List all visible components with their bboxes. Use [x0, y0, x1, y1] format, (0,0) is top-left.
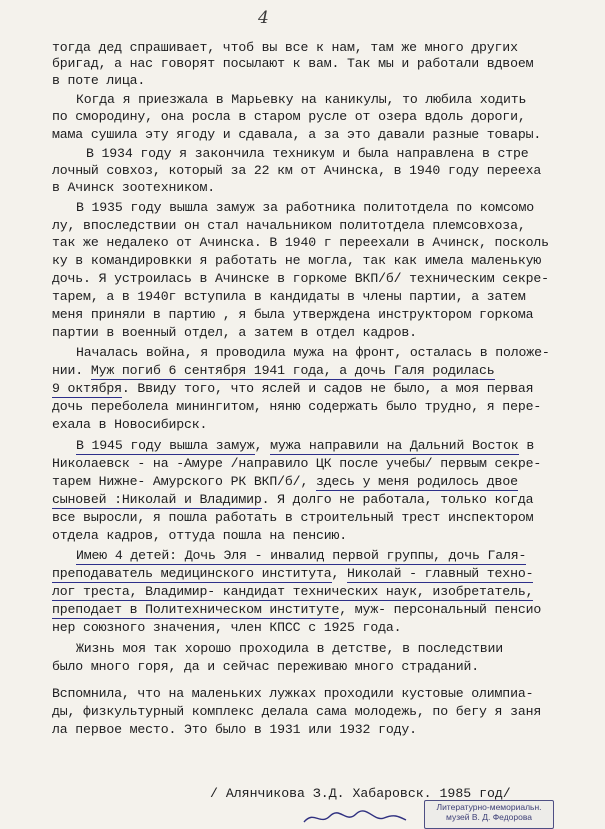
text-segment: тарем Нижне- Амурского РК ВКП/б/, [52, 474, 316, 489]
text-segment: лу, впоследствии он стал начальником политотдела племсовхоза, [52, 218, 526, 233]
text-segment: , [254, 438, 271, 453]
text-line [52, 235, 549, 251]
text-line [52, 180, 215, 196]
underlined-text: В 1945 году вышла замуж [76, 438, 255, 453]
text-line [52, 492, 533, 508]
text-segment: . Ввиду того, что яслей и садов не было, а моя первая [121, 381, 534, 396]
text-segment: Жизнь моя так хорошо проходила в детстве, в последствии [76, 641, 504, 656]
text-segment: лочный совхоз, который за 22 км от Ачинска, в 1940 году перееха [52, 163, 542, 178]
underlined-text: лог треста, Владимир- кандидат технических наук, изобретатель, [52, 584, 534, 599]
text-line [76, 92, 526, 108]
text-segment: тогда дед спрашивает, чтоб вы все к нам, там же много других [52, 40, 518, 55]
text-segment: бригад, а нас говорят посылают к вам. Так мы и работали вдвоем [52, 56, 534, 71]
text-segment: , муж- персональный пенсио [339, 602, 542, 617]
underlined-text: Николай - главный техно- [347, 566, 534, 581]
text-line [52, 417, 207, 433]
text-segment: в [518, 438, 535, 453]
text-segment: по смородину, она росла в старом русле от озера вдоль дороги, [52, 109, 526, 124]
text-line [52, 253, 541, 269]
text-segment: Николаевск - на -Амуре /направило ЦК после учебы/ первым секре- [52, 456, 542, 471]
text-line [52, 704, 541, 720]
text-line [76, 345, 550, 361]
text-line [52, 659, 479, 675]
page-number: 4 [258, 8, 269, 28]
text-line [52, 163, 541, 179]
text-line [52, 474, 518, 490]
text-line [52, 271, 549, 287]
text-segment: дочь переболела минингитом, няню содержать было трудно, я пере- [52, 399, 542, 414]
text-segment: Вспомнила, что на маленьких лужках проходили кустовые олимпиа- [52, 686, 534, 701]
text-segment: меня приняли в партию , я была утверждена инструктором горкома [52, 307, 534, 322]
underlined-text: Имею 4 детей: Дочь Эля - инвалид первой группы, дочь Галя- [76, 548, 527, 563]
text-line [52, 566, 533, 582]
museum-stamp [424, 800, 554, 829]
text-segment: Началась война, я проводила мужа на фронт, осталась в положе- [76, 345, 550, 360]
underlined-text: преподаватель медицинского института [52, 566, 332, 581]
text-line [52, 381, 533, 397]
text-line [52, 602, 541, 618]
text-line [52, 56, 533, 72]
text-line [52, 456, 541, 472]
text-segment: в поте лица. [52, 73, 146, 88]
text-segment: ла первое место. Это было в 1931 или 1932 году. [52, 722, 417, 737]
text-line [52, 620, 401, 636]
text-segment: партии в военный отдел, а затем в отдел кадров. [52, 325, 417, 340]
text-segment: нии. [52, 363, 91, 378]
author-signature-line: / Алянчикова З.Д. Хабаровск. 1985 год/ [210, 786, 511, 801]
text-line [52, 722, 417, 738]
text-segment: в Ачинск зоотехником. [52, 180, 216, 195]
text-line [76, 641, 503, 657]
text-segment: . Я долго не работала, только когда [261, 492, 534, 507]
underlined-text: мужа направили на Дальний Восток [270, 438, 519, 453]
text-segment: так же недалеко от Ачинска. В 1940 г переехали в Ачинск, посколь [52, 235, 549, 250]
text-line [52, 73, 145, 89]
stamp-line-1: Литературно-мемориальн. [436, 802, 542, 812]
text-line [52, 528, 347, 544]
underlined-text: здесь у меня родилось двое [315, 474, 518, 489]
text-line [52, 584, 533, 600]
handwritten-signature-icon [300, 808, 410, 828]
text-line [52, 218, 526, 234]
text-line [52, 325, 417, 341]
underlined-text: преподает в Политехническом институте [52, 602, 340, 617]
underlined-text: Муж погиб 6 сентября 1941 года, а дочь Галя родилась [90, 363, 495, 378]
text-segment: нер союзного значения, член КПСС с 1925 года. [52, 620, 402, 635]
text-line [52, 127, 541, 143]
text-line [76, 200, 534, 216]
text-segment: дочь. Я устроилась в Ачинске в горкоме ВКП/б/ техническим секре- [52, 271, 549, 286]
stamp-line-2: музей В. Д. Федорова [446, 812, 532, 822]
text-segment: было много горя, да и сейчас переживаю много страданий. [52, 659, 480, 674]
text-segment: В 1935 году вышла замуж за работника политотдела по комсомо [76, 200, 535, 215]
text-line [52, 399, 541, 415]
text-line [52, 686, 533, 702]
text-segment: отдела кадров, оттуда пошла на пенсию. [52, 528, 348, 543]
text-segment: Когда я приезжала в Марьевку на каникулы, то любила ходить [76, 92, 527, 107]
text-line [52, 510, 533, 526]
text-segment: ехала в Новосибирск. [52, 417, 208, 432]
text-segment: тарем, а в 1940г вступила в кандидаты в члены партии, а затем [52, 289, 526, 304]
text-segment: все выросли, я пошла работать в строительный трест инспектором [52, 510, 534, 525]
text-line [52, 40, 518, 56]
underlined-text: сыновей :Николай и Владимир [52, 492, 262, 507]
text-segment: ды, физкультурный комплекс делала сама молодежь, по бегу я заня [52, 704, 542, 719]
text-segment: В 1934 году я закончила техникум и была направлена в стре [86, 146, 529, 161]
text-line [52, 307, 533, 323]
text-line [52, 109, 526, 125]
text-segment: , [331, 566, 348, 581]
text-line [86, 146, 529, 162]
text-segment: ку в командировкки я работать не могла, так как имела маленькую [52, 253, 542, 268]
text-line [76, 548, 526, 564]
underlined-text: 9 октября [52, 381, 122, 396]
text-line [76, 438, 534, 454]
text-line [52, 289, 526, 305]
text-segment: мама сушила эту ягоду и сдавала, а за это давали разные товары. [52, 127, 542, 142]
text-line [52, 363, 495, 379]
